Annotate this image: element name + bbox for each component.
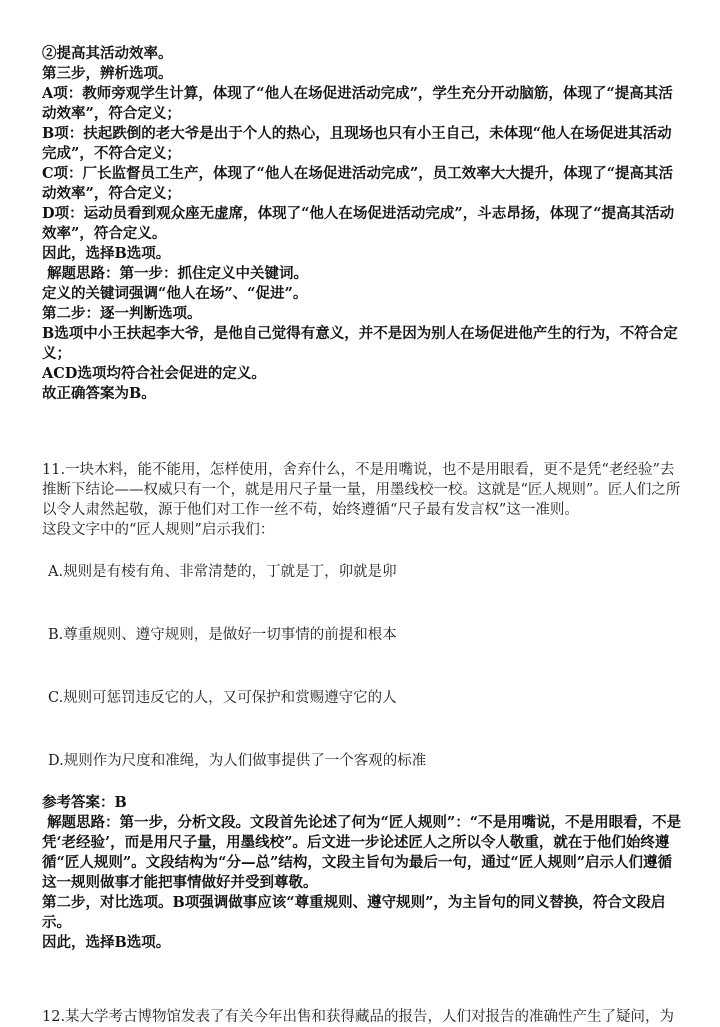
analysis-paragraph: 解题思路：第一步，分析文段。文段首先论述了何为“匠人规则”：“不是用嘴说，不是用眼看，不是凭‘老经验’，而是用尺子量，用墨线校”。后文进一步论述匠人之所以令人敬重，就在于他们始终遵循“匠人规则”。文段结构为“分—总”结构，文段主旨句为最后一句，通过“匠人规则”启示人们遵循这一规则做事才能把事情做好并受到尊敬。	[42, 814, 682, 891]
analysis-line: 因此，选择B选项。	[42, 245, 171, 262]
question-12	[42, 1007, 682, 1027]
analysis-line: C项：厂长监督员工生产，体现了“他人在场促进活动完成”，员工效率大大提升，体现了“提高其活动效率”，符合定义；	[42, 165, 674, 202]
analysis-line: 解题思路：第一步：抓住定义中关键词。	[42, 265, 309, 282]
analysis-line: ACD选项均符合社会促进的定义。	[42, 365, 266, 382]
analysis-line: B选项中小王扶起李大爷，是他自己觉得有意义，并不是因为别人在场促进他产生的行为，不符合定义；	[42, 325, 678, 362]
question-prompt: 这段文字中的“匠人规则”启示我们：	[42, 522, 275, 538]
analysis-line: ②提高其活动效率。	[42, 45, 173, 62]
question-stem: 11.一块木料，能不能用，怎样使用，舍弃什么，不是用嘴说，也不是用眼看，更不是凭“老经验”去推断下结论——权威只有一个，就是用尺子量一量，用墨线校一校。这就是“匠人规则”。匠人们之所以令人肃然起敬，源于他们对工作一丝不苟，始终遵循“尺子最有发言权”这一准则。	[42, 462, 681, 518]
answer-label: 参考答案：B	[42, 794, 127, 811]
analysis-line: 第二步：逐一判断选项。	[42, 305, 202, 322]
document-page	[42, 0, 682, 1027]
analysis-line: B项：扶起跌倒的老大爷是出于个人的热心，且现场也只有小王自己，未体现“他人在场促进其活动完成”，不符合定义；	[42, 125, 672, 162]
analysis-line: D项：运动员看到观众座无虚席，体现了“他人在场促进活动完成”，斗志昂扬，体现了“提高其活动效率”，符合定义。	[42, 205, 675, 242]
option-d[interactable]: D.规则作为尺度和准绳，为人们做事提供了一个客观的标准	[48, 753, 427, 769]
question-stem: 12.某大学考古博物馆发表了有关今年出售和获得藏品的报告，人们对报告的准确性产生了疑问，为	[42, 1009, 675, 1025]
option-a[interactable]: A.规则是有棱有角、非常清楚的，丁就是丁，卯就是卯	[48, 564, 397, 580]
analysis-line: 第三步，辨析选项。	[42, 65, 173, 82]
analysis-line: A项：教师旁观学生计算，体现了“他人在场促进活动完成”，学生充分开动脑筋，体现了“提高其活动效率”，符合定义；	[42, 85, 673, 122]
analysis-line: 定义的关键词强调“他人在场”、“促进”。	[42, 285, 308, 302]
previous-answer-analysis	[42, 0, 682, 404]
option-c[interactable]: C.规则可惩罚违反它的人，又可保护和赏赐遵守它的人	[48, 690, 397, 706]
question-11	[42, 460, 682, 953]
analysis-paragraph: 因此，选择B选项。	[42, 934, 171, 951]
analysis-line: 故正确答案为B。	[42, 385, 156, 402]
analysis-paragraph: 第二步，对比选项。B项强调做事应该“尊重规则、遵守规则”，为主旨句的同义替换，符合文段启示。	[42, 894, 666, 931]
option-b[interactable]: B.尊重规则、遵守规则，是做好一切事情的前提和根本	[48, 627, 397, 643]
